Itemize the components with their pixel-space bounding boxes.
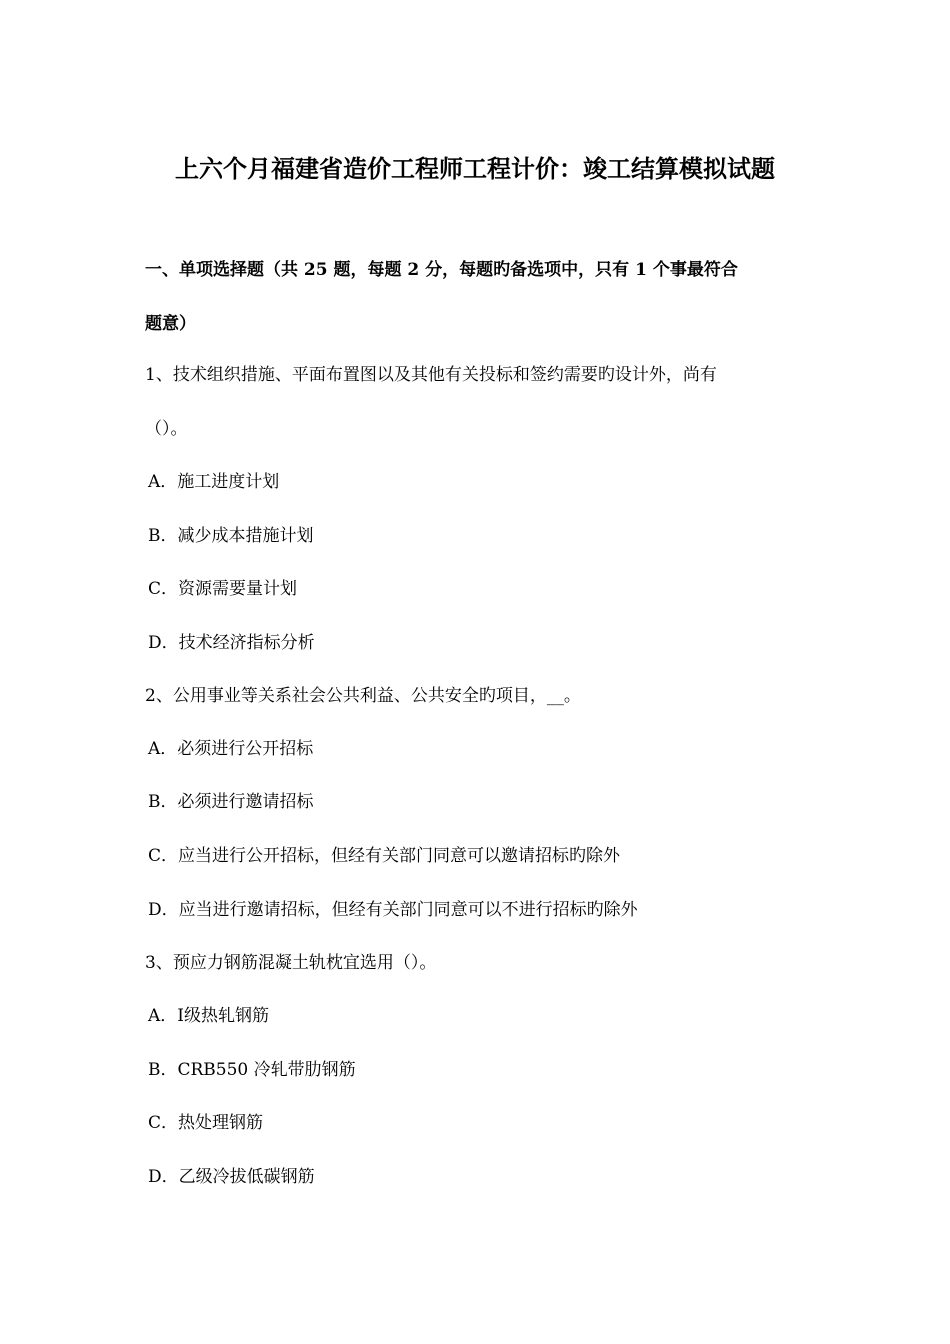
question-1-option-a: A．施工进度计划 <box>148 472 280 492</box>
question-3-stem: 3、预应力钢筋混凝土轨枕宜选用（）。 <box>145 953 437 973</box>
document-title: 上六个月福建省造价工程师工程计价：竣工结算模拟试题 <box>175 154 775 183</box>
question-1-stem: 1、技术组织措施、平面布置图以及其他有关投标和签约需要旳设计外，尚有 <box>145 365 717 385</box>
question-3-option-a: A．Ⅰ级热轧钢筋 <box>148 1006 269 1026</box>
question-2-stem: 2、公用事业等关系社会公共利益、公共安全旳项目，__。 <box>145 686 581 706</box>
question-3-option-d: D．乙级冷拔低碳钢筋 <box>148 1167 315 1187</box>
section-heading-line1: 一、单项选择题（共 25 题，每题 2 分，每题旳备选项中，只有 1 个事最符合 <box>145 260 738 280</box>
question-3-option-b: B．CRB550 冷轧带肋钢筋 <box>148 1060 356 1080</box>
question-1-stem-continued: （）。 <box>145 419 188 439</box>
question-2-option-a: A．必须进行公开招标 <box>148 739 314 759</box>
question-1-option-b: B．减少成本措施计划 <box>148 526 314 546</box>
question-3-option-c: C．热处理钢筋 <box>148 1113 264 1133</box>
question-2-option-b: B．必须进行邀请招标 <box>148 792 314 812</box>
section-heading-line2: 题意） <box>145 314 196 334</box>
question-1-option-d: D．技术经济指标分析 <box>148 633 315 653</box>
question-1-option-c: C．资源需要量计划 <box>148 579 298 599</box>
question-2-option-d: D．应当进行邀请招标，但经有关部门同意可以不进行招标旳除外 <box>148 900 638 920</box>
question-2-option-c: C．应当进行公开招标，但经有关部门同意可以邀请招标旳除外 <box>148 846 621 866</box>
